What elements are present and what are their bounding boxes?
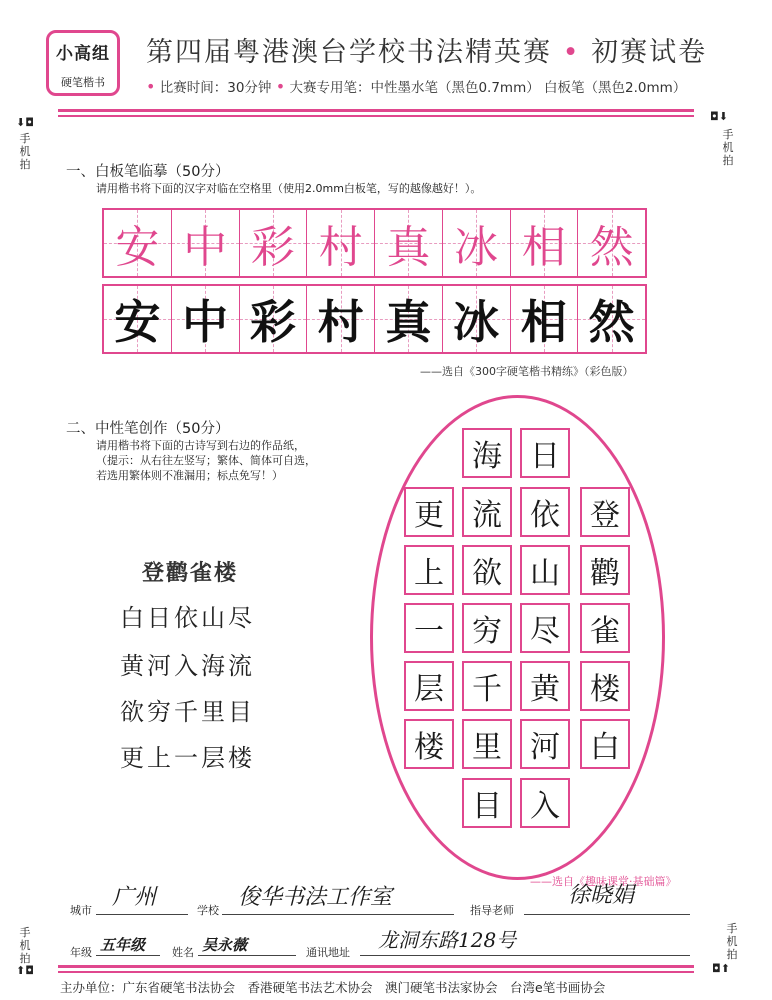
model-char: 相 <box>521 222 566 273</box>
work-cell <box>404 603 454 653</box>
work-cell <box>580 661 630 711</box>
model-char: 中 <box>183 222 228 273</box>
work-char: 尽 <box>530 614 560 649</box>
exam-time: 比赛时间：30分钟 <box>159 80 272 96</box>
school-line <box>222 914 454 915</box>
work-char: 目 <box>472 789 502 824</box>
section1-title: 一、白板笔临摹（50分） <box>66 164 230 180</box>
title-dot: • <box>562 37 581 68</box>
work-char: 依 <box>530 498 560 533</box>
copy-char: 然 <box>588 295 635 349</box>
work-cell <box>520 778 570 828</box>
side-phone-label-bottom-left: 手机拍 <box>19 926 31 965</box>
name-label: 姓名 <box>172 946 194 959</box>
work-char: 雀 <box>590 614 620 649</box>
school-label: 学校 <box>197 904 219 917</box>
address-label: 通讯地址 <box>306 946 350 959</box>
copy-char: 中 <box>182 295 229 349</box>
copy-cell <box>578 286 645 352</box>
city-label: 城市 <box>70 904 92 917</box>
model-char: 冰 <box>454 222 499 273</box>
work-char: 更 <box>414 498 444 533</box>
work-char: 楼 <box>590 672 620 707</box>
section2-instruction-1: 请用楷书将下面的古诗写到右边的作品纸， <box>96 439 305 452</box>
work-cell <box>404 487 454 537</box>
work-cell <box>520 545 570 595</box>
bullet-icon: • <box>275 77 286 96</box>
copy-char: 真 <box>385 295 432 349</box>
copy-char-grid <box>102 284 647 354</box>
copy-cell <box>172 286 240 352</box>
work-cell <box>462 661 512 711</box>
copy-char: 相 <box>520 295 567 349</box>
model-cell <box>172 210 240 276</box>
section2-instruction-3: 若选用繁体则不准漏用；标点免写！） <box>96 469 283 482</box>
camera-down-icon: ◘⬇ <box>710 110 728 123</box>
work-cell <box>462 603 512 653</box>
name-line <box>198 955 296 956</box>
header-rule <box>58 109 694 112</box>
badge-group-label: 小高组 <box>56 44 110 64</box>
model-cell <box>375 210 443 276</box>
badge-style-label: 硬笔楷书 <box>61 76 105 89</box>
model-char: 真 <box>386 222 431 273</box>
work-char: 日 <box>530 439 560 474</box>
work-cell <box>404 545 454 595</box>
work-cell <box>462 487 512 537</box>
work-char: 海 <box>472 439 502 474</box>
model-cell <box>240 210 308 276</box>
grade-value[interactable]: 五年级 <box>100 936 146 954</box>
exam-pens: 大赛专用笔：中性墨水笔（黑色0.7mm） 白板笔（黑色2.0mm） <box>289 80 687 96</box>
camera-up-icon: ◘⬆ <box>712 962 730 975</box>
header-rule-thin <box>58 115 694 117</box>
copy-cell <box>511 286 579 352</box>
copy-char: 安 <box>114 295 161 349</box>
grade-line <box>96 955 160 956</box>
work-char: 欲 <box>472 556 502 591</box>
copy-cell <box>104 286 172 352</box>
city-line <box>96 914 188 915</box>
side-phone-label-bottom-right: 手机拍 <box>726 922 738 961</box>
work-cell <box>520 487 570 537</box>
work-cell <box>580 487 630 537</box>
work-cell <box>404 719 454 769</box>
copy-char: 村 <box>317 295 364 349</box>
camera-down-icon: ⬇◘ <box>16 116 34 129</box>
footer-rule <box>58 965 694 968</box>
model-cell <box>511 210 579 276</box>
section2-title: 二、中性笔创作（50分） <box>66 421 230 437</box>
group-badge <box>46 30 120 96</box>
teacher-value[interactable]: 徐晓娟 <box>568 883 635 908</box>
grade-label: 年级 <box>70 946 92 959</box>
work-char: 一 <box>414 614 444 649</box>
exam-info <box>146 76 686 96</box>
model-char: 安 <box>115 222 160 273</box>
model-cell <box>443 210 511 276</box>
copy-char: 彩 <box>249 295 296 349</box>
work-cell <box>462 778 512 828</box>
poem-line: 更上一层楼 <box>120 744 255 772</box>
bullet-icon: • <box>146 77 156 96</box>
poem-line: 欲穷千里目 <box>120 698 255 726</box>
side-phone-label-top-right: 手机拍 <box>722 128 734 167</box>
camera-up-icon: ⬆◘ <box>16 964 34 977</box>
work-char: 入 <box>530 789 560 824</box>
poem-line: 白日依山尽 <box>120 604 255 632</box>
section2-source: ——选自《趣味课堂·基础篇》 <box>530 875 677 888</box>
model-char: 然 <box>589 222 634 273</box>
work-cell <box>462 719 512 769</box>
school-value[interactable]: 俊华书法工作室 <box>238 885 393 910</box>
work-char: 山 <box>530 556 560 591</box>
work-cell <box>462 545 512 595</box>
model-cell <box>307 210 375 276</box>
work-cell <box>580 545 630 595</box>
work-char: 鹳 <box>590 556 620 591</box>
model-cell <box>104 210 172 276</box>
copy-cell <box>307 286 375 352</box>
title-suffix: 初赛试卷 <box>591 37 708 68</box>
work-char: 上 <box>414 556 444 591</box>
work-cell <box>462 428 512 478</box>
address-value[interactable]: 龙洞东路128号 <box>378 928 517 952</box>
poem-line: 黄河入海流 <box>120 652 255 680</box>
page-title <box>146 30 707 69</box>
model-char: 彩 <box>250 222 295 273</box>
work-char: 黄 <box>530 672 560 707</box>
work-char: 流 <box>472 498 502 533</box>
copy-char: 冰 <box>453 295 500 349</box>
work-cell <box>580 719 630 769</box>
side-phone-label-top-left: 手机拍 <box>19 132 31 171</box>
work-cell <box>404 661 454 711</box>
model-char: 村 <box>318 222 363 273</box>
work-char: 楼 <box>414 730 444 765</box>
work-char: 白 <box>590 730 620 765</box>
copy-cell <box>375 286 443 352</box>
footer-rule-thin <box>58 971 694 973</box>
model-cell <box>578 210 645 276</box>
name-value[interactable]: 吴永薇 <box>202 936 248 954</box>
work-cell <box>520 428 570 478</box>
work-char: 里 <box>472 730 502 765</box>
model-char-grid <box>102 208 647 278</box>
work-cell <box>580 603 630 653</box>
work-cell <box>520 603 570 653</box>
poem-title: 登鹳雀楼 <box>142 561 239 586</box>
copy-cell <box>240 286 308 352</box>
organizers: 主办单位：广东省硬笔书法协会 香港硬笔书法艺术协会 澳门硬笔书法家协会 台湾e笔书画协会 <box>60 980 606 995</box>
work-char: 穷 <box>472 614 502 649</box>
teacher-label: 指导老师 <box>470 904 514 917</box>
city-value[interactable]: 广州 <box>112 885 157 910</box>
title-main: 第四届粤港澳台学校书法精英赛 <box>146 37 552 68</box>
section1-source: ——选自《300字硬笔楷书精练》（彩色版） <box>420 365 634 378</box>
teacher-line <box>524 914 690 915</box>
copy-cell <box>443 286 511 352</box>
section1-instruction: 请用楷书将下面的汉字对临在空格里（使用2.0mm白板笔，写的越像越好！）。 <box>96 182 482 195</box>
section2-instruction-2: （提示：从右往左竖写；繁体、简体可自选， <box>96 454 316 467</box>
work-char: 层 <box>414 672 444 707</box>
work-char: 千 <box>472 672 502 707</box>
work-cell <box>520 661 570 711</box>
address-line <box>360 955 690 956</box>
work-char: 河 <box>530 730 560 765</box>
work-cell <box>520 719 570 769</box>
work-char: 登 <box>590 498 620 533</box>
